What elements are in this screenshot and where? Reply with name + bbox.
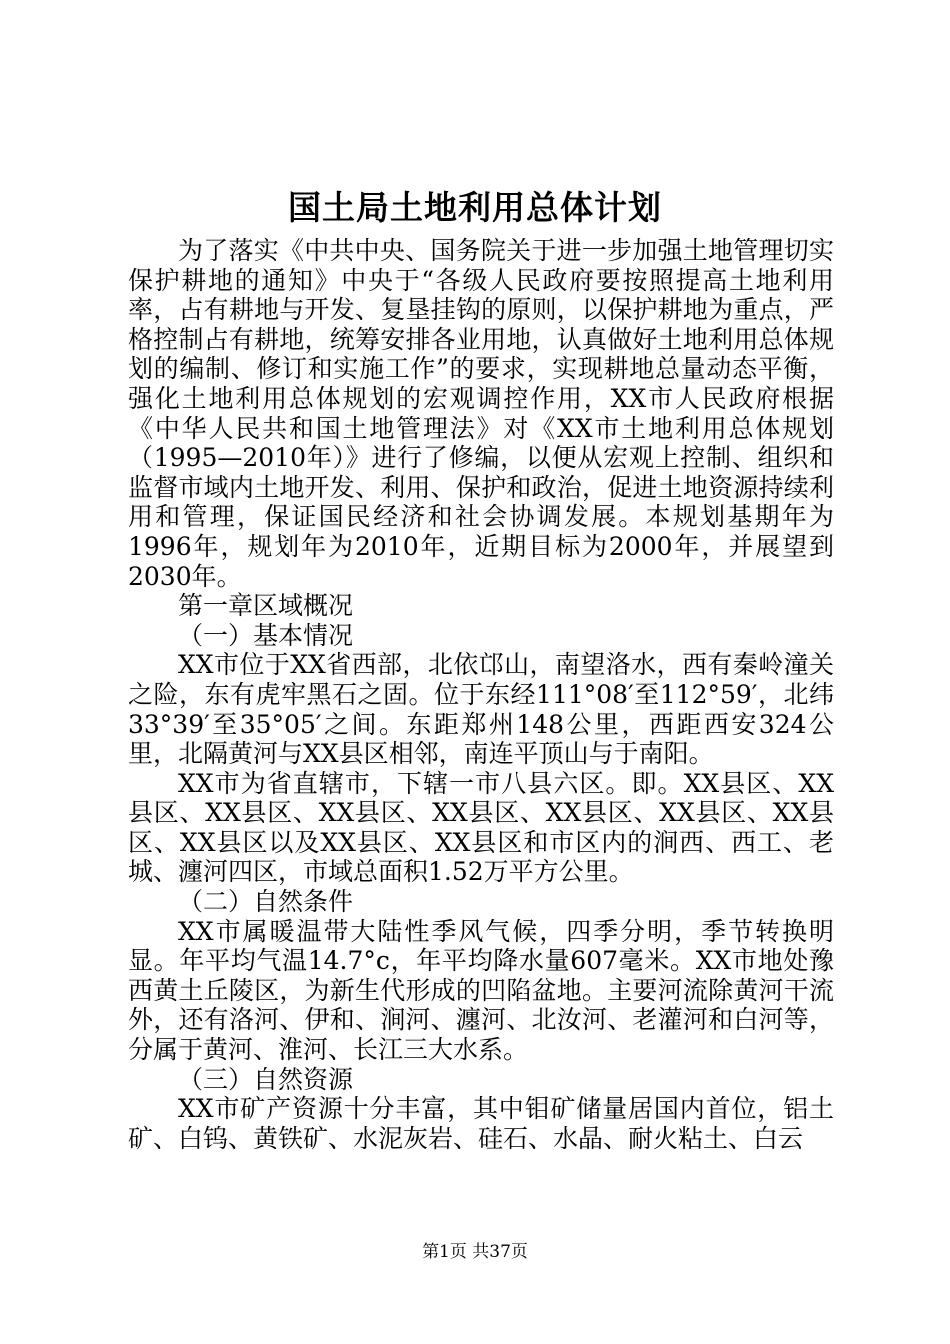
- section-heading-nature: （二）自然条件: [178, 887, 354, 917]
- section-heading-basic: （一）基本情况: [178, 620, 354, 650]
- document-body: [128, 236, 834, 1153]
- section-heading-resources: （三）自然资源: [178, 1064, 354, 1094]
- page-indicator: 第1页 共37页: [422, 1242, 528, 1262]
- paragraph-administration: XX市为省直辖市，下辖一市八县六区。即。XX县区、XX县区、XX县区、XX县区、XX县区、XX县区、XX县区、XX县区、XX县区以及XX县区、XX县区和市区内的涧西、西工、老城、瀍河四区，市域总面积1.52万平方公里。: [128, 768, 834, 887]
- paragraph-minerals: XX市矿产资源十分丰富，其中钼矿储量居国内首位，铝土矿、白钨、黄铁矿、水泥灰岩、硅石、水晶、耐火粘土、白云: [128, 1094, 834, 1153]
- paragraph-location: XX市位于XX省西部，北依邙山，南望洛水，西有秦岭潼关之险，东有虎牢黑石之固。位于东经111°08′至112°59′，北纬33°39′至35°05′之间。东距郑州148公里，西距西安324公里，北隔黄河与XX县区相邻，南连平顶山与于南阳。: [128, 650, 834, 769]
- paragraph-climate: XX市属暖温带大陆性季风气候，四季分明，季节转换明显。年平均气温14.7°c，年平均降水量607毫米。XX市地处豫西黄土丘陵区，为新生代形成的凹陷盆地。主要河流除黄河干流外，还有洛河、伊和、涧河、瀍河、北汝河、老灌河和白河等，分属于黄河、淮河、长江三大水系。: [128, 916, 834, 1065]
- paragraph-intro: 为了落实《中共中央、国务院关于进一步加强土地管理切实保护耕地的通知》中央于“各级人民政府要按照提高土地利用率，占有耕地与开发、复垦挂钩的原则，以保护耕地为重点，严格控制占有耕地，统筹安排各业用地，认真做好土地利用总体规划的编制、修订和实施工作”的要求，实现耕地总量动态平衡，强化土地利用总体规划的宏观调控作用，XX市人民政府根据《中华人民共和国土地管理法》对《XX市土地利用总体规划（1995—2010年）》进行了修编，以便从宏观上控制、组织和监督市域内土地开发、利用、保护和政治，促进土地资源持续利用和管理，保证国民经济和社会协调发展。本规划基期年为1996年，规划年为2010年，近期目标为2000年，并展望到2030年。: [128, 236, 834, 591]
- chapter-heading: 第一章区域概况: [178, 591, 354, 621]
- document-title: 国土局土地利用总体计划: [288, 188, 662, 227]
